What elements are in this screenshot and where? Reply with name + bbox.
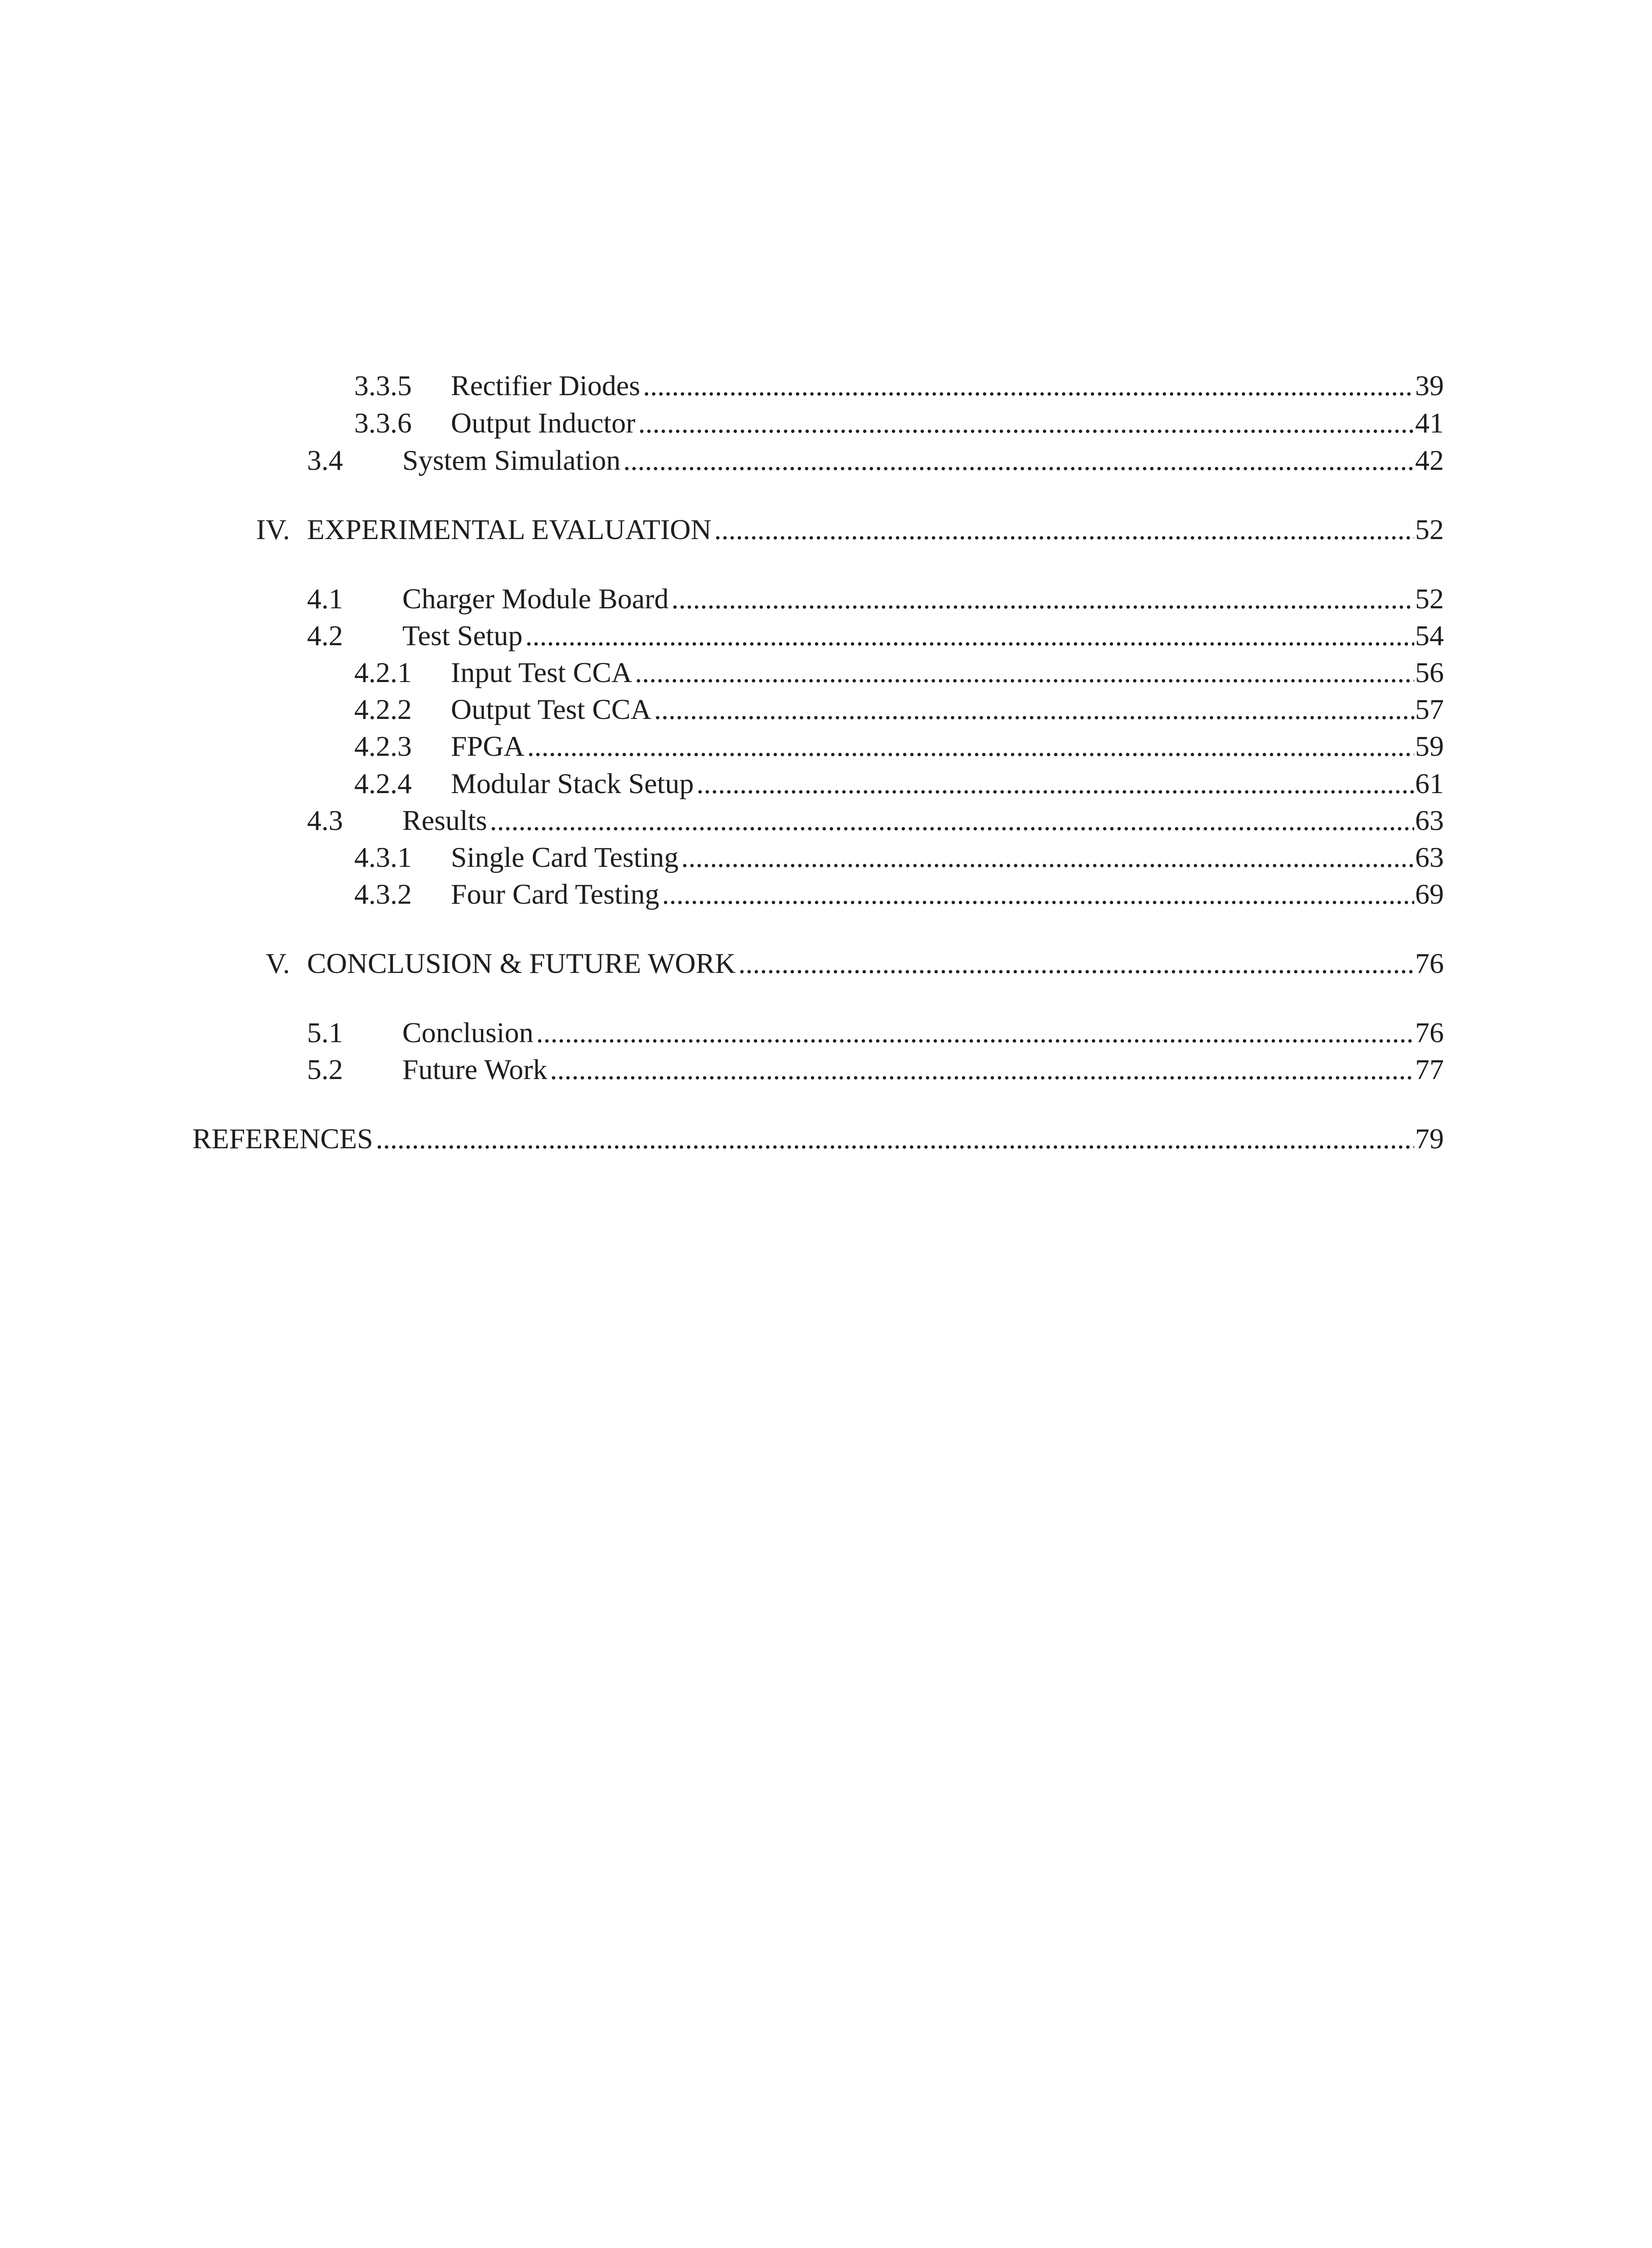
page-number: 39 (1415, 370, 1444, 401)
dot-leader (696, 766, 1414, 802)
section-title: Output Test CCA (451, 693, 651, 725)
chapter-title: EXPERIMENTAL EVALUATION (307, 513, 712, 545)
section-title: Test Setup (402, 620, 523, 651)
section-title: Conclusion (402, 1017, 534, 1048)
chapter-number: V. (266, 947, 290, 979)
toc-chapter-entry[interactable] (0, 946, 1652, 981)
page-number: 57 (1415, 693, 1444, 725)
toc-entry[interactable] (0, 405, 1652, 441)
toc-entry[interactable] (0, 581, 1652, 617)
section-number: 4.2.2 (354, 693, 412, 725)
entry-line (402, 1052, 1444, 1088)
section-number: 4.2 (307, 620, 343, 651)
toc-entry[interactable] (0, 728, 1652, 764)
page-number: 79 (1415, 1123, 1444, 1155)
entry-line (451, 728, 1444, 764)
dot-leader (671, 581, 1414, 617)
toc-entry[interactable] (0, 803, 1652, 839)
page-number: 63 (1415, 804, 1444, 836)
section-title: Input Test CCA (451, 656, 632, 688)
entry-line (451, 839, 1444, 875)
entry-line (307, 512, 1444, 548)
dot-leader (635, 655, 1414, 691)
chapter-title: CONCLUSION & FUTURE WORK (307, 947, 736, 979)
toc-entry[interactable] (0, 1052, 1652, 1088)
page-number: 76 (1415, 947, 1444, 979)
toc-entry[interactable] (0, 876, 1652, 912)
references-title: REFERENCES (192, 1123, 373, 1155)
section-title: Future Work (402, 1053, 548, 1085)
page-number: 42 (1415, 444, 1444, 476)
section-title: Single Card Testing (451, 841, 679, 873)
section-number: 4.3.2 (354, 878, 412, 910)
section-number: 3.4 (307, 444, 343, 476)
toc-entry[interactable] (0, 655, 1652, 691)
entry-line (402, 1015, 1444, 1051)
page-number: 54 (1415, 620, 1444, 651)
dot-leader (490, 803, 1414, 839)
entry-line (451, 766, 1444, 802)
section-title: System Simulation (402, 444, 621, 476)
section-number: 5.2 (307, 1053, 343, 1085)
section-number: 4.1 (307, 583, 343, 615)
page-number: 69 (1415, 878, 1444, 910)
entry-line (402, 581, 1444, 617)
entry-line (451, 691, 1444, 727)
section-title: Charger Module Board (402, 583, 669, 615)
dot-leader (527, 728, 1414, 764)
section-number: 4.3 (307, 804, 343, 836)
toc-entry[interactable] (0, 1015, 1652, 1051)
entry-line (451, 368, 1444, 404)
dot-leader (536, 1015, 1414, 1051)
page-number: 41 (1415, 407, 1444, 439)
section-title: Rectifier Diodes (451, 370, 641, 401)
toc-entry[interactable] (0, 618, 1652, 654)
dot-leader (376, 1121, 1414, 1157)
dot-leader (681, 839, 1414, 875)
page-number: 76 (1415, 1017, 1444, 1048)
section-title: Output Inductor (451, 407, 636, 439)
page-number: 56 (1415, 656, 1444, 688)
section-number: 3.3.5 (354, 370, 412, 401)
page-number: 59 (1415, 730, 1444, 762)
toc-entry[interactable] (0, 766, 1652, 802)
toc-entry[interactable] (0, 442, 1652, 478)
toc-entry[interactable] (0, 368, 1652, 404)
dot-leader (623, 442, 1414, 478)
dot-leader (638, 405, 1414, 441)
page-number: 52 (1415, 583, 1444, 615)
entry-line (451, 405, 1444, 441)
page-number: 77 (1415, 1053, 1444, 1085)
page-number: 63 (1415, 841, 1444, 873)
section-number: 4.2.1 (354, 656, 412, 688)
dot-leader (643, 368, 1414, 404)
entry-line (192, 1121, 1444, 1157)
page-number: 61 (1415, 767, 1444, 799)
entry-line (451, 876, 1444, 912)
section-title: FPGA (451, 730, 525, 762)
entry-line (451, 655, 1444, 691)
section-number: 4.2.4 (354, 767, 412, 799)
dot-leader (714, 512, 1414, 548)
section-number: 3.3.6 (354, 407, 412, 439)
section-title: Results (402, 804, 487, 836)
entry-line (402, 442, 1444, 478)
chapter-number: IV. (256, 513, 290, 545)
dot-leader (525, 618, 1415, 654)
toc-entry[interactable] (0, 691, 1652, 727)
section-number: 5.1 (307, 1017, 343, 1048)
entry-line (307, 946, 1444, 981)
dot-leader (654, 691, 1414, 727)
page-number: 52 (1415, 513, 1444, 545)
section-number: 4.3.1 (354, 841, 412, 873)
dot-leader (739, 946, 1414, 981)
entry-line (402, 618, 1444, 654)
toc-chapter-entry[interactable] (0, 512, 1652, 548)
section-number: 4.2.3 (354, 730, 412, 762)
toc-references-entry[interactable] (0, 1121, 1652, 1157)
entry-line (402, 803, 1444, 839)
dot-leader (550, 1052, 1414, 1088)
section-title: Modular Stack Setup (451, 767, 694, 799)
section-title: Four Card Testing (451, 878, 659, 910)
dot-leader (662, 876, 1414, 912)
toc-entry[interactable] (0, 839, 1652, 875)
